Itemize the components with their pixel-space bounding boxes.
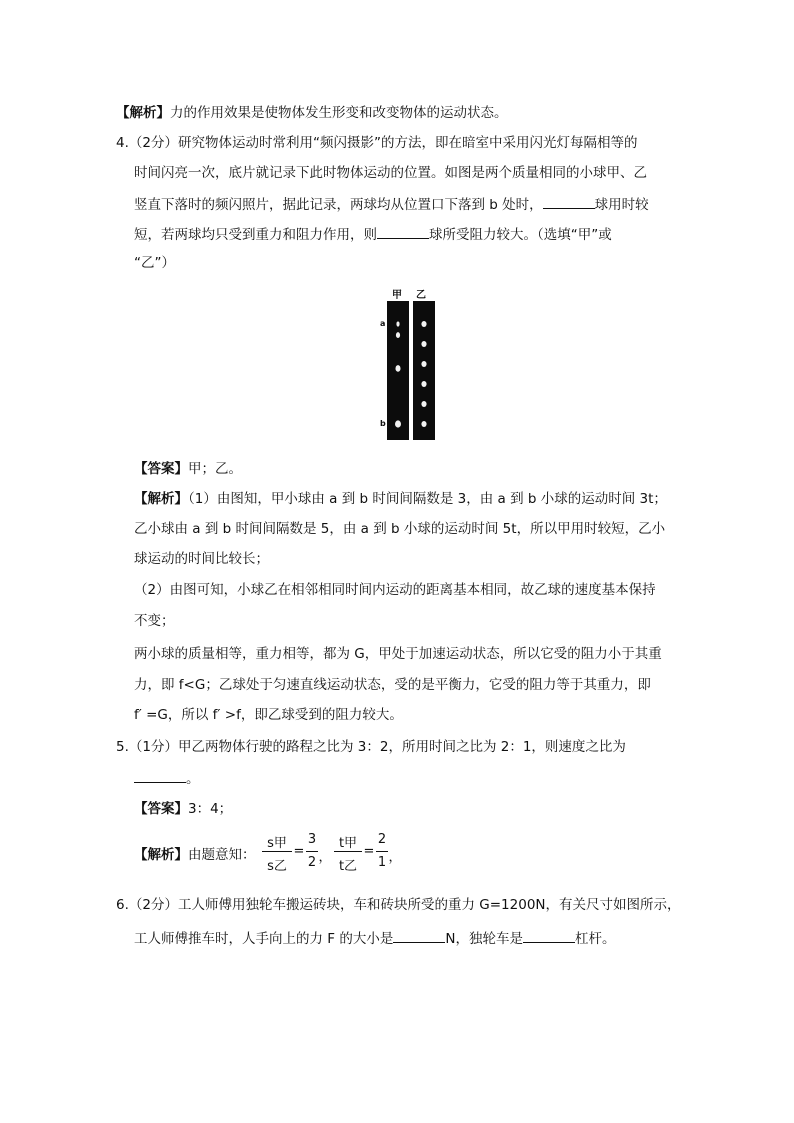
fraction-4-numerator: 2	[377, 832, 387, 847]
answer-blank-3[interactable]	[134, 768, 186, 783]
q4-answer	[134, 460, 242, 478]
answer-blank-1[interactable]	[543, 194, 595, 209]
q4-analysis-6: 两小球的质量相等，重力相等，都为 G，甲处于加速运动状态，所以它受的阻力小于其重	[134, 646, 662, 662]
q4-analysis-3: 球运动的时间比较长；	[134, 551, 269, 567]
separator: ，	[318, 850, 332, 865]
label-yi: 乙	[416, 290, 426, 301]
fraction-3-bar	[334, 851, 362, 852]
fraction-1-denominator: s乙	[267, 859, 287, 874]
label-a: a	[380, 319, 386, 328]
strobe-photo-figure	[380, 288, 438, 440]
answer-blank-4[interactable]	[393, 928, 445, 943]
jia-ball-flash	[396, 321, 399, 326]
equals-1: =	[293, 844, 305, 859]
q4-text-3b: 球用时较	[594, 197, 649, 213]
q5-line2	[134, 768, 200, 788]
q4-analysis-4: （2）由图可知，小球乙在相邻相同时间内运动的距离基本相同，故乙球的速度基本保持	[134, 582, 656, 598]
fraction-4-bar	[376, 851, 388, 852]
q4-text-4b: 球所受阻力较大。（选填“甲”或	[429, 227, 612, 243]
yi-ball-flash	[421, 381, 426, 387]
q3-analysis	[116, 104, 508, 122]
strip-divider	[409, 301, 413, 440]
jia-ball-flash	[396, 332, 400, 338]
q4-line3	[134, 194, 649, 214]
answer-text: 3：4；	[188, 801, 233, 817]
question-score: （1分）	[128, 739, 178, 755]
q5-analysis	[134, 846, 256, 864]
q4-line1	[116, 134, 637, 152]
question-number: 4.	[116, 135, 129, 151]
jia-ball-flash	[395, 420, 401, 427]
answer-tag: 【答案】	[134, 801, 188, 817]
q6-line1	[116, 896, 681, 914]
q4-analysis-7: 力，即 f<G；乙球处于匀速直线运动状态，受的是平衡力，它受的阻力等于其重力，即	[134, 677, 651, 693]
yi-ball-flash	[421, 321, 426, 327]
analysis-text: 力的作用效果是使物体发生形变和改变物体的运动状态。	[170, 105, 508, 121]
q4-line5: “乙”）	[134, 255, 175, 271]
answer-tag: 【答案】	[134, 461, 188, 477]
analysis-lead: 由题意知：	[188, 847, 256, 863]
q6-line2	[134, 928, 615, 948]
fraction-1-numerator: s甲	[267, 836, 287, 851]
q4-text-3a: 竖直下落时的频闪照片，据此记录，两球均从位置口下落到 b 处时，	[134, 197, 543, 213]
question-number: 5.	[116, 739, 129, 755]
fraction-2-denominator: 2	[307, 855, 317, 870]
yi-ball-flash	[421, 421, 426, 427]
label-jia: 甲	[392, 290, 402, 301]
jia-ball-flash	[395, 365, 400, 372]
q6-text-2b: N，独轮车是	[445, 931, 523, 947]
yi-ball-flash	[421, 401, 426, 407]
q4-text-1: 研究物体运动时常利用“频闪摄影”的方法，即在暗室中采用闪光灯每隔相等的	[177, 135, 638, 151]
q4-analysis-1	[134, 490, 667, 508]
q4-line4	[134, 224, 612, 244]
label-b: b	[380, 419, 386, 428]
fraction-2-bar	[306, 851, 318, 852]
fraction-1-bar	[262, 851, 292, 852]
answer-text: 甲；乙。	[188, 461, 242, 477]
q5-line1	[116, 738, 626, 756]
yi-ball-flash	[421, 341, 426, 347]
fraction-3-denominator: t乙	[338, 859, 358, 874]
question-score: （2分）	[128, 135, 178, 151]
fraction-3-numerator: t甲	[338, 836, 358, 851]
yi-ball-flash	[421, 361, 426, 367]
q4-analysis-8: f′ =G，所以 f′ >f，即乙球受到的阻力较大。	[134, 707, 403, 723]
q4-text-4a: 短，若两球均只受到重力和阻力作用，则	[134, 227, 377, 243]
q6-text-2c: 杠杆。	[574, 931, 616, 947]
question-score: （2分）	[128, 897, 178, 913]
equals-2: =	[363, 844, 375, 859]
analysis-tag: 【解析】	[134, 847, 188, 863]
q6-text-1: 工人师傅用独轮车搬运砖块，车和砖块所受的重力 G=1200N，有关尺寸如图所示，	[177, 897, 681, 913]
question-number: 6.	[116, 897, 129, 913]
q6-text-2a: 工人师傅推车时，人手向上的力 F 的大小是	[134, 931, 394, 947]
answer-blank-5[interactable]	[523, 928, 575, 943]
fraction-2-numerator: 3	[307, 832, 317, 847]
q4-line2: 时间闪亮一次，底片就记录下此时物体运动的位置。如图是两个质量相同的小球甲、乙	[134, 165, 647, 181]
q5-answer	[134, 800, 232, 818]
fraction-4-denominator: 1	[377, 855, 387, 870]
analysis-tag: 【解析】	[134, 491, 188, 507]
q5-text-2: 。	[186, 771, 200, 787]
q4-analysis-2: 乙小球由 a 到 b 时间间隔数是 5，由 a 到 b 小球的运动时间 5t，所以甲用时较短，乙小	[134, 521, 666, 537]
tail: ，	[388, 850, 402, 865]
q5-text-1: 甲乙两物体行驶的路程之比为 3：2，所用时间之比为 2：1，则速度之比为	[177, 739, 626, 755]
q4-analysis-5: 不变；	[134, 613, 175, 629]
analysis-text-1: （1）由图知，甲小球由 a 到 b 时间间隔数是 3，由 a 到 b 小球的运动时间 3t；	[188, 491, 667, 507]
answer-blank-2[interactable]	[377, 224, 429, 239]
analysis-tag: 【解析】	[116, 105, 170, 121]
